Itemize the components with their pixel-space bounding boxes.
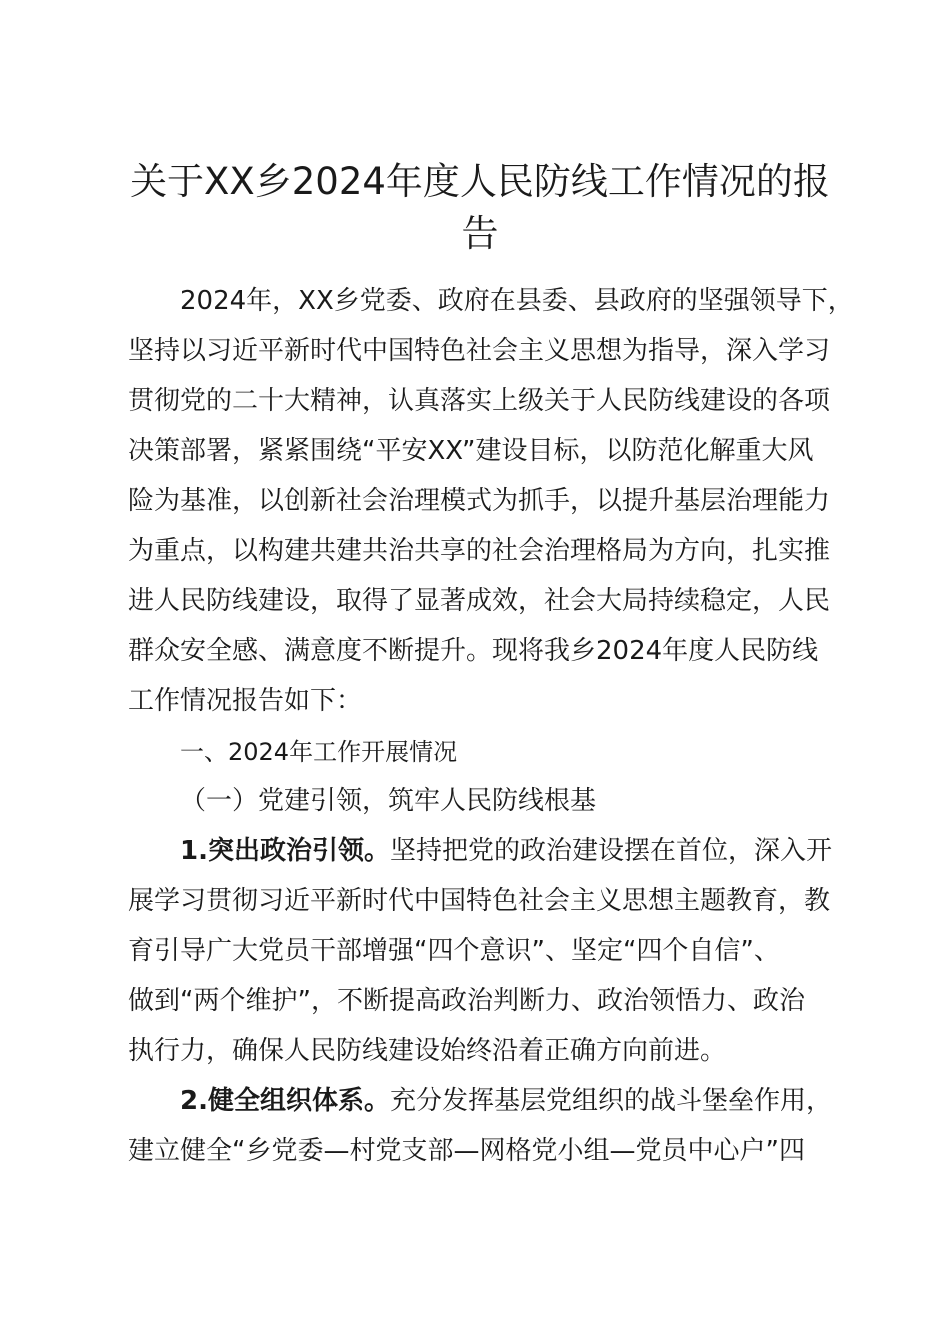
item-1-line-4: 做到“两个维护”，不断提高政治判断力、政治领悟力、政治: [128, 986, 805, 1016]
intro-line-2: 坚持以习近平新时代中国特色社会主义思想为指导，深入学习: [128, 336, 831, 366]
item-2-first-line: [180, 1083, 832, 1119]
item-1-first-line: [180, 833, 832, 869]
item-1-first-line-text: 坚持把党的政治建设摆在首位，深入开: [389, 836, 832, 866]
intro-line-9: 工作情况报告如下：: [128, 686, 363, 716]
item-1-line-3: 育引导广大党员干部增强“四个意识”、坚定“四个自信”、: [128, 936, 780, 966]
item-2-lead: 2.健全组织体系。: [180, 1086, 390, 1116]
item-2-first-line-text: 充分发挥基层党组织的战斗堡垒作用，: [389, 1086, 832, 1116]
intro-line-1: 2024年，XX乡党委、政府在县委、县政府的坚强领导下，: [180, 286, 854, 316]
document-title-line-2: 告: [461, 212, 499, 255]
document-title-line-1: 关于XX乡2024年度人民防线工作情况的报: [130, 160, 830, 203]
section-heading-1: 一、2024年工作开展情况: [180, 738, 458, 766]
item-2-line-2: 建立健全“乡党委—村党支部—网格党小组—党员中心户”四: [128, 1136, 805, 1166]
item-1-line-5: 执行力，确保人民防线建设始终沿着正确方向前进。: [128, 1036, 727, 1066]
subsection-heading-1: （一）党建引领，筑牢人民防线根基: [180, 786, 597, 816]
intro-line-8: 群众安全感、满意度不断提升。现将我乡2024年度人民防线: [128, 636, 819, 666]
item-1-lead: 1.突出政治引领。: [180, 836, 390, 866]
intro-line-4: 决策部署，紧紧围绕“平安XX”建设目标，以防范化解重大风: [128, 436, 814, 466]
intro-line-3: 贯彻党的二十大精神，认真落实上级关于人民防线建设的各项: [128, 386, 831, 416]
intro-line-5: 险为基准，以创新社会治理模式为抓手，以提升基层治理能力: [128, 486, 831, 516]
item-1-line-2: 展学习贯彻习近平新时代中国特色社会主义思想主题教育，教: [128, 886, 831, 916]
intro-line-6: 为重点，以构建共建共治共享的社会治理格局为方向，扎实推: [128, 536, 831, 566]
intro-line-7: 进人民防线建设，取得了显著成效，社会大局持续稳定，人民: [128, 586, 831, 616]
